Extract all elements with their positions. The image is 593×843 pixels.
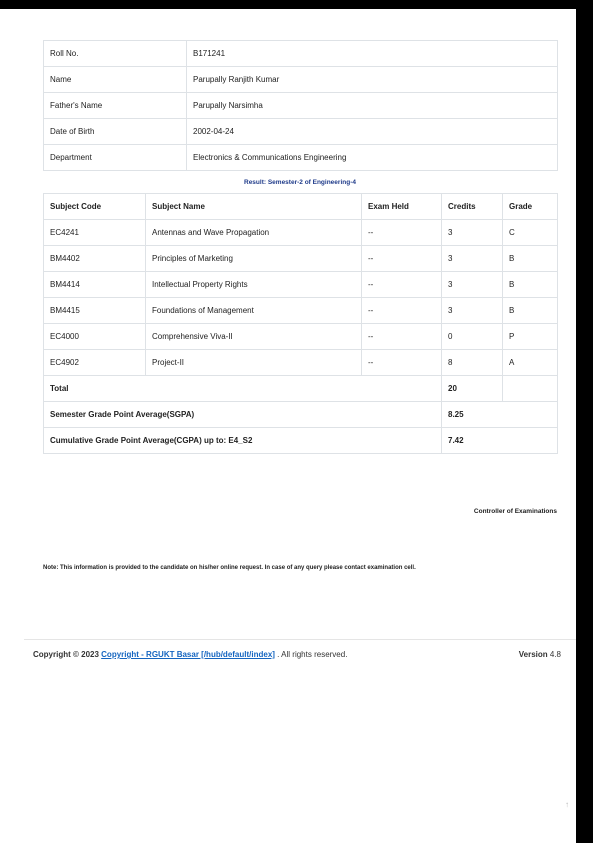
header-exam-held: Exam Held: [362, 194, 442, 220]
subject-row: [44, 350, 558, 376]
subject-exam-held: --: [362, 350, 442, 376]
marks-header-row: [44, 194, 558, 220]
info-row: [44, 119, 558, 145]
total-label: Total: [44, 376, 442, 402]
subject-code: EC4241: [44, 220, 146, 246]
info-row: [44, 145, 558, 171]
subject-credits: 3: [442, 298, 503, 324]
header-subject-code: Subject Code: [44, 194, 146, 220]
subject-grade: B: [503, 272, 558, 298]
subject-row: [44, 324, 558, 350]
top-black-bar: [0, 0, 593, 9]
info-value: Parupally Narsimha: [187, 93, 558, 119]
sgpa-row: [44, 402, 558, 428]
subject-name: Comprehensive Viva-II: [146, 324, 362, 350]
cgpa-label: Cumulative Grade Point Average(CGPA) up to: E4_S2: [44, 428, 442, 454]
subject-code: BM4414: [44, 272, 146, 298]
copyright-prefix: Copyright © 2023: [33, 650, 99, 659]
subject-exam-held: --: [362, 246, 442, 272]
sgpa-label: Semester Grade Point Average(SGPA): [44, 402, 442, 428]
info-row: [44, 67, 558, 93]
subject-credits: 3: [442, 272, 503, 298]
subject-code: BM4415: [44, 298, 146, 324]
info-value: 2002-04-24: [187, 119, 558, 145]
total-grade-empty: [503, 376, 558, 402]
subject-row: [44, 246, 558, 272]
subject-grade: A: [503, 350, 558, 376]
copyright-link[interactable]: Copyright - RGUKT Basar [/hub/default/index]: [101, 650, 275, 659]
result-title: Result: Semester-2 of Engineering-4: [244, 179, 356, 186]
info-row: [44, 93, 558, 119]
subject-row: [44, 298, 558, 324]
header-credits: Credits: [442, 194, 503, 220]
info-label: Roll No.: [44, 41, 187, 67]
subject-code: EC4902: [44, 350, 146, 376]
subject-code: EC4000: [44, 324, 146, 350]
result-container: [43, 40, 557, 454]
info-row: [44, 41, 558, 67]
marks-table: [43, 193, 558, 454]
subject-credits: 3: [442, 246, 503, 272]
total-credits: 20: [442, 376, 503, 402]
subject-name: Principles of Marketing: [146, 246, 362, 272]
student-info-table: [43, 40, 558, 171]
subject-exam-held: --: [362, 220, 442, 246]
sgpa-value: 8.25: [442, 402, 558, 428]
subject-exam-held: --: [362, 298, 442, 324]
right-black-bar: [576, 0, 593, 843]
cgpa-row: [44, 428, 558, 454]
subject-grade: C: [503, 220, 558, 246]
subject-row: [44, 220, 558, 246]
subject-exam-held: --: [362, 324, 442, 350]
info-label: Father's Name: [44, 93, 187, 119]
version-label: Version: [518, 650, 548, 659]
subject-name: Antennas and Wave Propagation: [146, 220, 362, 246]
subject-code: BM4402: [44, 246, 146, 272]
controller-of-examinations: Controller of Examinations: [473, 508, 557, 515]
subject-row: [44, 272, 558, 298]
info-label: Department: [44, 145, 187, 171]
subject-grade: P: [503, 324, 558, 350]
info-label: Date of Birth: [44, 119, 187, 145]
arrow-up-icon[interactable]: ↑: [565, 800, 569, 809]
cgpa-value: 7.42: [442, 428, 558, 454]
note-text: Note: This information is provided to the candidate on his/her online request. In case of any query please contact examination cell.: [43, 565, 416, 571]
subject-credits: 0: [442, 324, 503, 350]
subject-exam-held: --: [362, 272, 442, 298]
subject-name: Foundations of Management: [146, 298, 362, 324]
subject-grade: B: [503, 298, 558, 324]
info-value: B171241: [187, 41, 558, 67]
subject-grade: B: [503, 246, 558, 272]
footer-copyright: [33, 650, 347, 659]
subject-name: Project-II: [146, 350, 362, 376]
version-value: 4.8: [549, 650, 561, 659]
subject-name: Intellectual Property Rights: [146, 272, 362, 298]
copyright-suffix: . All rights reserved.: [277, 650, 348, 659]
info-value: Parupally Ranjith Kumar: [187, 67, 558, 93]
header-grade: Grade: [503, 194, 558, 220]
footer-version: [519, 650, 561, 659]
subject-credits: 3: [442, 220, 503, 246]
info-label: Name: [44, 67, 187, 93]
header-subject-name: Subject Name: [146, 194, 362, 220]
info-value: Electronics & Communications Engineering: [187, 145, 558, 171]
total-row: [44, 376, 558, 402]
footer-divider: [24, 639, 576, 640]
subject-credits: 8: [442, 350, 503, 376]
